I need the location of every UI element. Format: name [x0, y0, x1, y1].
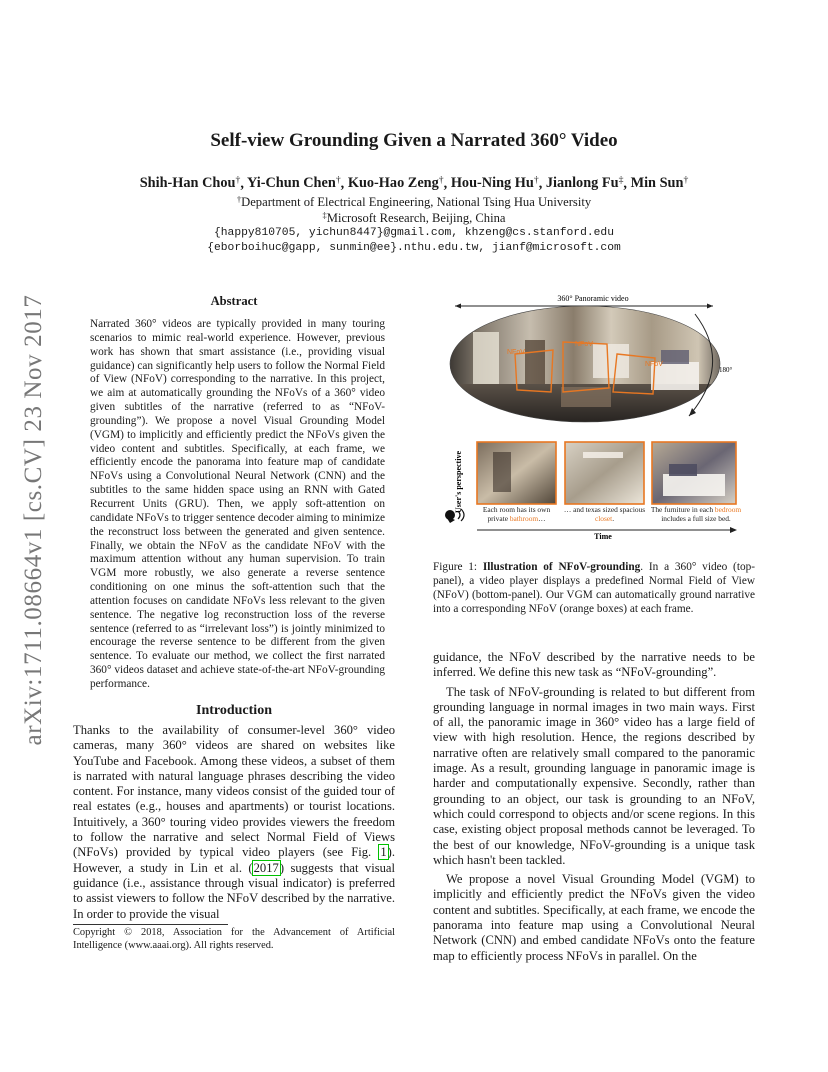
nfov-label: NFoV	[645, 361, 663, 368]
author-list: Shih-Han Chou†, Yi-Chun Chen†, Kuo-Hao Zeng†, Hou-Ning Hu†, Jianlong Fu‡, Min Sun†	[139, 175, 689, 192]
paragraph: The task of NFoV-grounding is related to but different from grounding language in normal images in two main ways. First of all, the panoramic image in 360° video has a large field of view with high resolution. Hence, the regions described by narrative often are relatively small compared to the panoramic image. As a result, grounding language in panoramic image is harder and computationally expensive. Secondly, rather than grounding to an object, our task is grounding to an NFoV, which could correspond to objects and/or scene regions. In this case, existing object proposal methods cannot be leveraged. To the best of our knowledge, NFoV-grounding is a unique task which hasn't been tackled.	[433, 684, 755, 867]
affiliation: †Department of Electrical Engineering, National Tsing Hua University	[236, 194, 592, 209]
author: Jianlong Fu‡	[545, 175, 624, 192]
svg-text:User's perspective: User's perspective	[454, 451, 463, 513]
subtitle-caption: The furniture in each bedroom includes a full size bed.	[650, 505, 742, 523]
email-line: {happy810705, yichun8447}@gmail.com, khzeng@cs.stanford.edu	[214, 227, 614, 239]
paragraph: We propose a novel Visual Grounding Model (VGM) to implicitly and efficiently predict the NFoVs given the video content and subtitles. Specifically, at each frame, we encode the panorama into feature map using a Convolutional Neural Network (CNN) and embed candidate NFoVs onto the feature map to efficiently process NFoVs in parallel. On the	[433, 872, 755, 963]
section-heading-introduction: Introduction	[196, 703, 272, 718]
right-column-text	[433, 650, 755, 964]
abstract-heading: Abstract	[210, 294, 258, 308]
figure-1	[433, 292, 755, 540]
introduction-text: Thanks to the availability of consumer-level 360° video cameras, many 360° videos are shared on websites like YouTube and Facebook. Among these videos, a subset of them is narrated with natural language phrases describing the video content. For instance, many videos consist of the guided tour of real estates (e.g., houses and apartments) or tourist locations. Intuitively, a 360° touring video provides viewers the freedom to follow the narrative and select Normal Field of Views (NFoVs) provided by typical video players (see Fig. 1). However, a study in Lin et al. (2017) suggests that visual guidance (i.e., assistance through visual indicator) is preferred to assist viewers to follow the NFoV described by the narrative. In order to provide the visual	[73, 723, 395, 921]
email-line: {eborboihuc@gapp, sunmin@ee}.nthu.edu.tw, jianf@microsoft.com	[207, 242, 621, 254]
arxiv-stamp-text: arXiv:1711.08664v1 [cs.CV] 23 Nov 2017	[20, 294, 47, 746]
user-perspective-label	[454, 451, 463, 513]
nfov-frame-closet	[565, 442, 644, 504]
arrow-head	[707, 304, 713, 309]
subtitle-caption: … and texas sized spacious closet.	[563, 505, 646, 523]
author: Hou-Ning Hu†	[450, 175, 539, 192]
author: Yi-Chun Chen†	[246, 175, 341, 192]
span-180-label: 180°	[719, 366, 733, 374]
copyright-notice: Copyright © 2018, Association for the Advancement of Artificial Intelligence (www.aaai.org). All rights reserved.	[73, 927, 395, 951]
footnote-rule	[73, 924, 228, 925]
subtitle-caption: Each room has its own private bathroom…	[482, 505, 551, 523]
panorama-label: 360° Panoramic video	[557, 294, 629, 303]
affiliation: ‡Microsoft Research, Beijing, China	[322, 210, 506, 225]
time-label: Time	[594, 532, 612, 540]
nfov-label: NFoV	[575, 341, 593, 348]
nfov-label: NFoV	[507, 349, 525, 356]
panorama-image	[443, 302, 733, 429]
author: Kuo-Hao Zeng†	[347, 175, 444, 192]
arrow-head	[455, 304, 461, 309]
author: Shih-Han Chou†	[139, 175, 241, 192]
figure-reference-link[interactable]: 1	[380, 845, 387, 860]
abstract-text: Narrated 360° videos are typically provided in many touring scenarios to mimic real-world experience. However, previous work has shown that smart assistance (i.e., providing visual guidance) can significantly help users to follow the Normal Field of View (NFoV) corresponding to the narrative. In this project, we aim at automatically grounding the NFoVs of a 360° video given subtitles of the narrative (referred to as “NFoV-grounding”). We propose a novel Visual Grounding Model (VGM) to implicitly and efficiently predict the NFoVs given the video content and subtitles. Specifically, at each frame, we efficiently encode the panorama into feature map of candidate NFoVs using a Convolutional Neural Network (CNN) and the subtitles to the same hidden space using an RNN with Gated Recurrent Units (GRU). Then, we apply soft-attention on candidate NFoVs to trigger sentence decoder aiming to minimize the reconstruct loss between the generated and given sentence. Finally, we obtain the NFoV as the candidate NFoV with the maximum attention without any human supervision. To train VGM more robustly, we also generate a reverse sentence conditioning on one minus the soft-attention such that the attention focuses on candidate NFoVs less relevant to the given sentence. The negative log reconstruction loss of the reverse sentence (referred to as “irrelevant loss”) is jointly minimized to encourage the reverse sentence to be different from the given sentence. To evaluate our method, we collect the first narrated 360° videos dataset and achieve state-of-the-art NFoV-grounding performance.	[90, 318, 385, 690]
arrow-head	[730, 527, 737, 533]
figure-1-caption: Figure 1: Illustration of NFoV-grounding. In a 360° video (top-panel), a video player displays a predefined Normal Field of View (NFoV) (bottom-panel). Our VGM can automatically ground narrative into a corresponding NFoV (orange boxes) at each frame.	[433, 561, 756, 615]
paragraph: guidance, the NFoV described by the narrative needs to be inferred. We define this new task as “NFoV-grounding”.	[433, 650, 755, 680]
citation-link[interactable]: 2017	[253, 860, 279, 875]
author: Min Sun†	[630, 175, 689, 192]
nfov-frame-bathroom	[477, 442, 556, 504]
figure-1-illustration	[433, 292, 755, 540]
arxiv-stamp	[16, 280, 52, 760]
paper-title: Self-view Grounding Given a Narrated 360° Video	[210, 130, 618, 151]
